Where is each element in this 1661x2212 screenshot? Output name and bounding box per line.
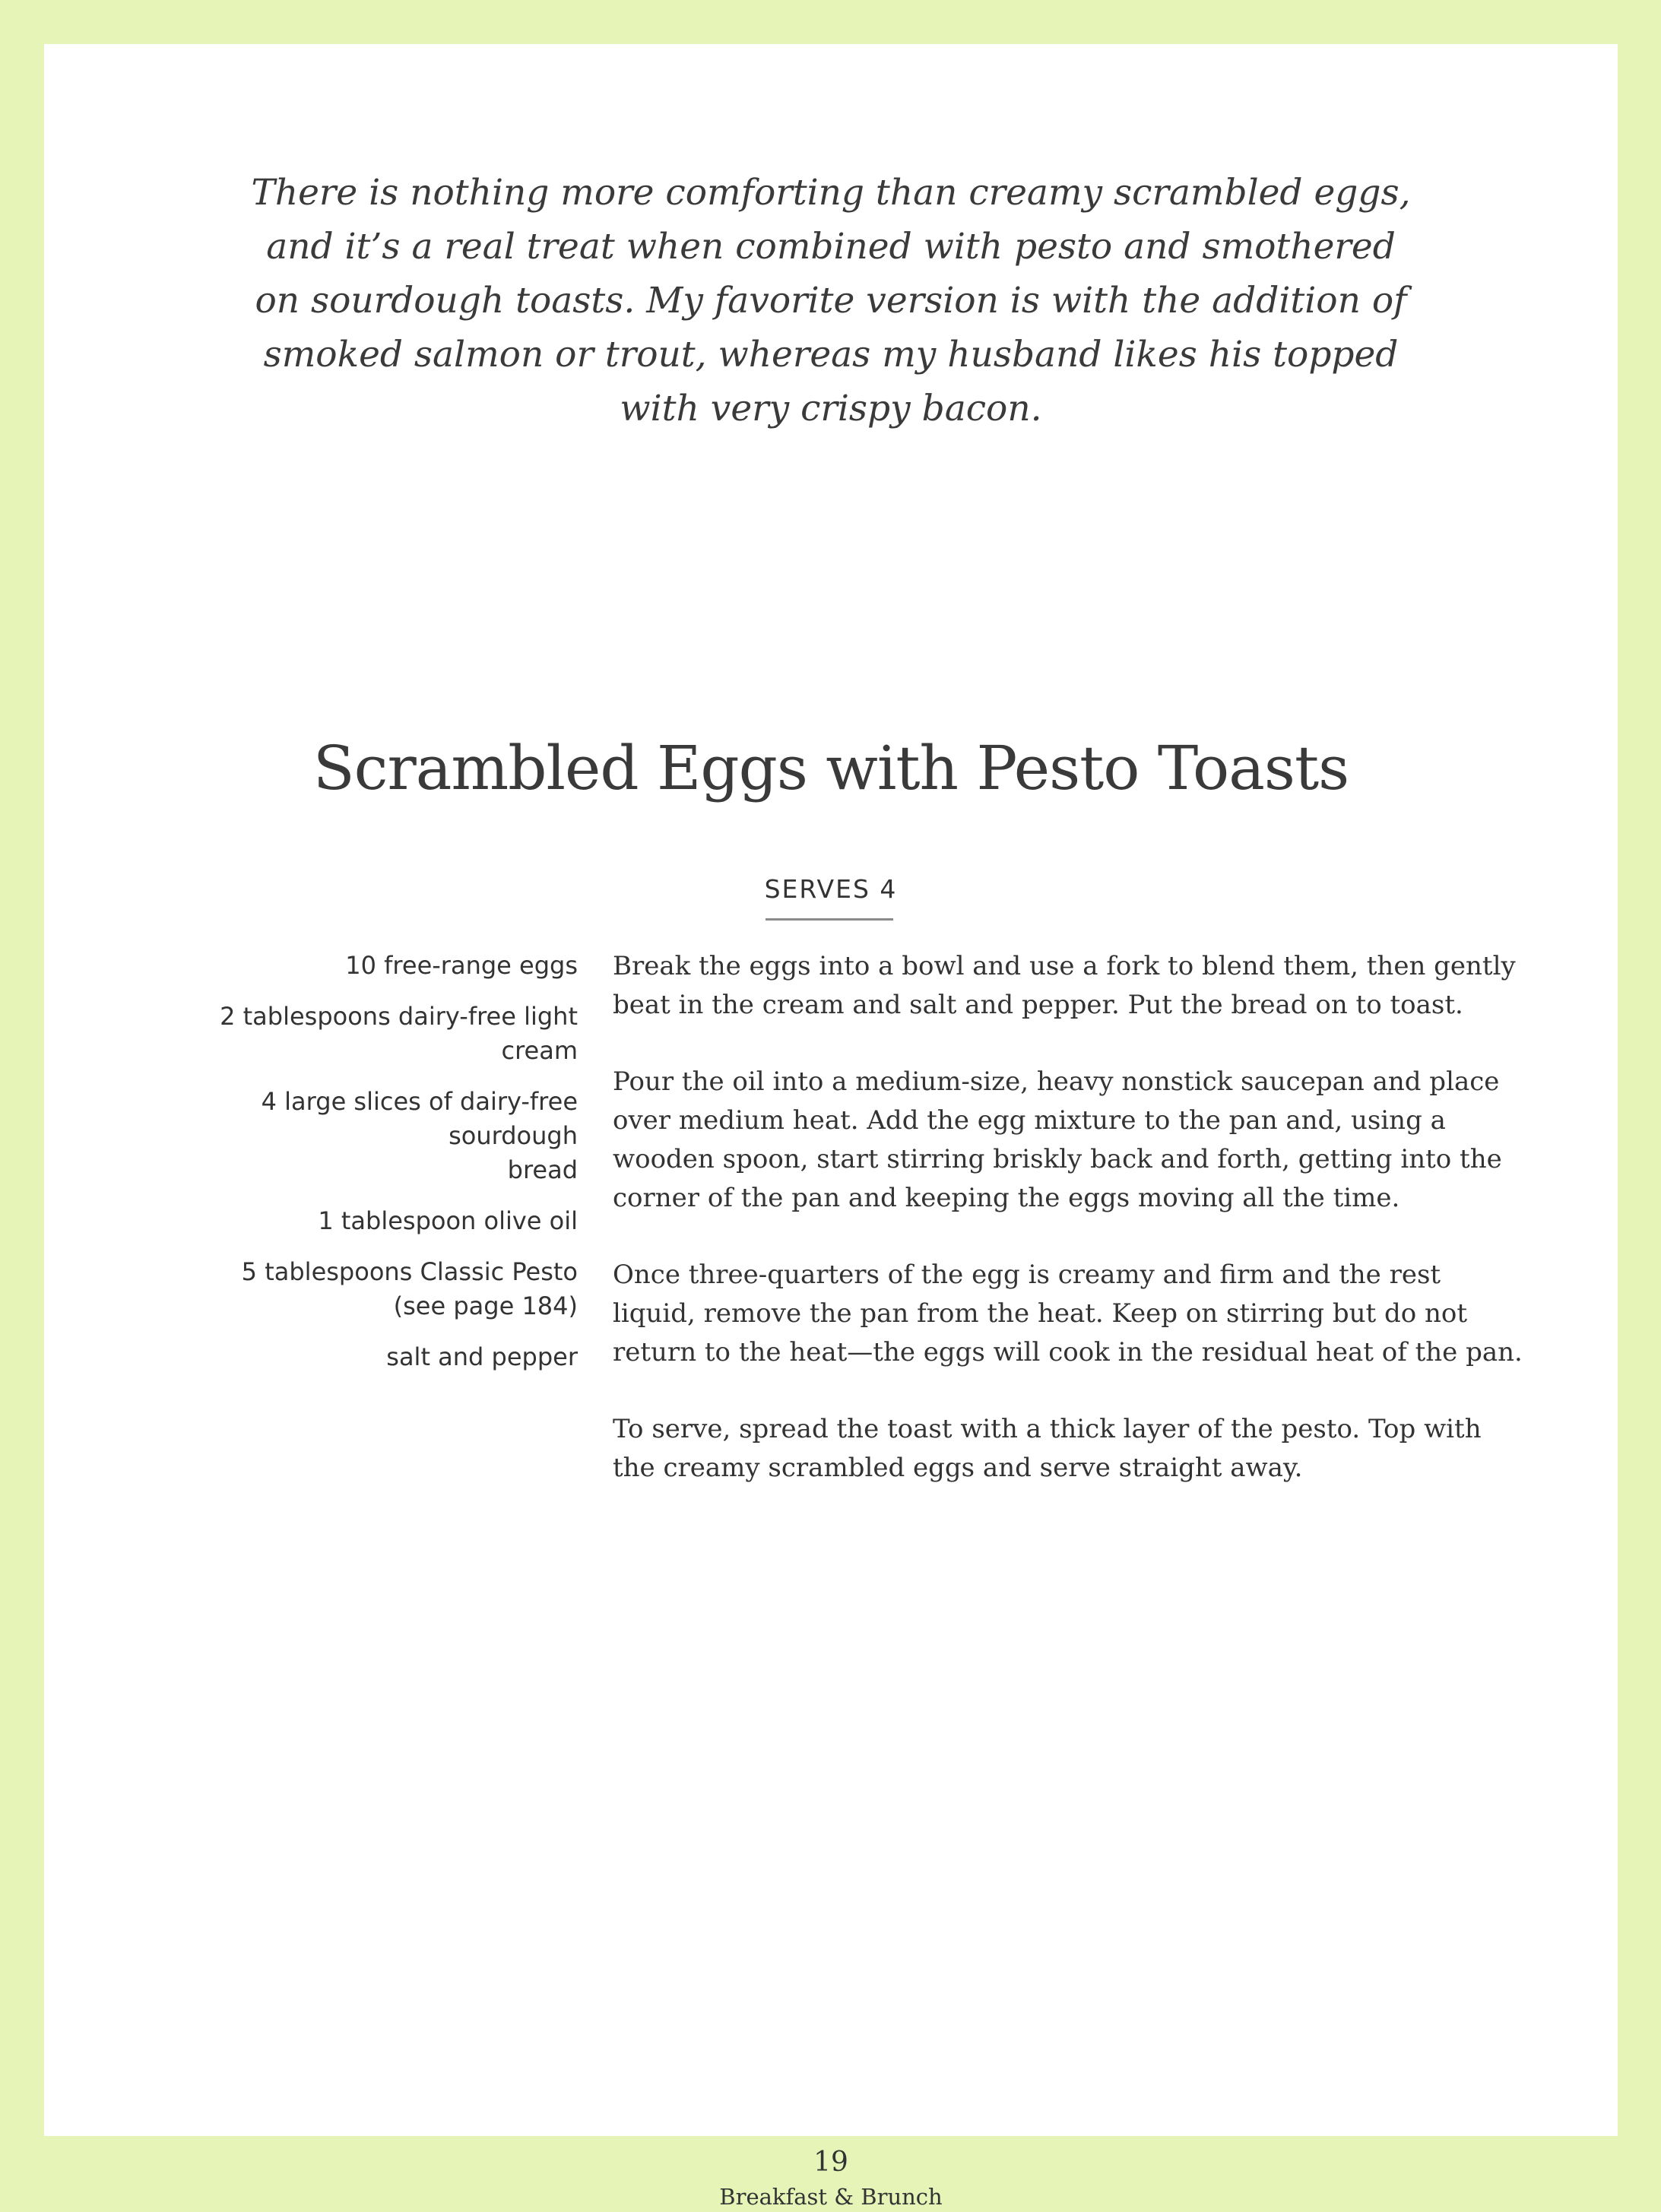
ingredient-item [143, 1204, 578, 1238]
ingredient-text: 1 tablespoon olive oil [318, 1206, 578, 1235]
method-step [613, 1410, 1578, 1488]
serves-label: SERVES 4 [764, 874, 898, 904]
ingredient-text: 4 large slices of dairy-free sourdough [261, 1087, 578, 1150]
method-line: beat in the cream and salt and pepper. Put the bread on to toast. [613, 990, 1463, 1020]
method-line: the creamy scrambled eggs and serve straight away. [613, 1453, 1303, 1483]
method-line: wooden spoon, start stirring briskly back and forth, getting into the [613, 1144, 1502, 1174]
ingredient-text: bread [507, 1155, 578, 1184]
intro-line: with very crispy bacon. [620, 388, 1042, 429]
cookbook-page [44, 44, 1618, 2210]
ingredients-list [143, 949, 578, 1391]
ingredient-text: 2 tablespoons dairy-free light cream [220, 1002, 578, 1065]
page-number: 19 [813, 2147, 848, 2178]
ingredient-text: (see page 184) [393, 1291, 578, 1320]
ingredient-text: salt and pepper [386, 1342, 578, 1371]
method-line: return to the heat—the eggs will cook in the residual heat of the pan. [613, 1337, 1523, 1367]
method-line: Once three-quarters of the egg is creamy and firm and the rest [613, 1260, 1441, 1290]
intro-line: smoked salmon or trout, whereas my husband likes his topped [263, 334, 1399, 376]
intro-line: on sourdough toasts. My favorite version is with the addition of [255, 280, 1407, 322]
method-steps [613, 947, 1578, 1526]
intro-line: and it’s a real treat when combined with pesto and smothered [266, 226, 1396, 268]
section-name: Breakfast & Brunch [719, 2184, 943, 2210]
method-line: Pour the oil into a medium-size, heavy nonstick saucepan and place [613, 1066, 1500, 1097]
method-line: over medium heat. Add the egg mixture to the pan and, using a [613, 1105, 1446, 1136]
method-line: Break the eggs into a bowl and use a fork to blend them, then gently [613, 951, 1516, 981]
ingredient-text: 10 free-range eggs [345, 951, 578, 980]
method-step [613, 1063, 1578, 1218]
serves-underline [766, 918, 893, 921]
ingredient-item [143, 1340, 578, 1374]
intro-line: There is nothing more comforting than creamy scrambled eggs, [251, 172, 1411, 214]
ingredient-item [143, 1255, 578, 1323]
ingredient-item [143, 1085, 578, 1187]
ingredient-item [143, 949, 578, 983]
recipe-title: Scrambled Eggs with Pesto Toasts [312, 733, 1349, 803]
ingredient-text: 5 tablespoons Classic Pesto [241, 1257, 578, 1286]
method-line: corner of the pan and keeping the eggs moving all the time. [613, 1183, 1400, 1213]
ingredient-item [143, 1000, 578, 1068]
method-step [613, 1256, 1578, 1372]
intro-paragraph [44, 166, 1618, 436]
method-line: To serve, spread the toast with a thick layer of the pesto. Top with [613, 1414, 1482, 1444]
method-step [613, 947, 1578, 1025]
page-footer [44, 2144, 1618, 2212]
method-line: liquid, remove the pan from the heat. Keep on stirring but do not [613, 1298, 1468, 1329]
